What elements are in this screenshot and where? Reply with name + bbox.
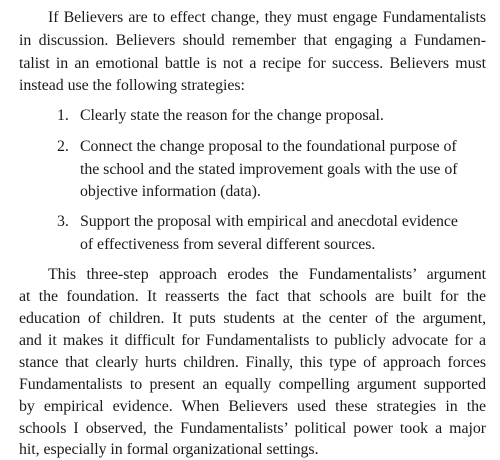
strategy-item-3 — [57, 212, 486, 232]
strategy-text: of effectiveness from several different sources. — [80, 236, 376, 253]
paragraph-2-line: education of children. It puts students at the center of the argument, — [19, 310, 486, 327]
paragraph-1-line: instead use the following strategies: — [19, 77, 245, 94]
strategy-text: objective information (data). — [80, 183, 261, 200]
strategy-text: Support the proposal with empirical and anecdotal evidence — [80, 213, 458, 230]
paragraph-2-line: and it makes it difficult for Fundamentalists to publicly advocate for a — [19, 332, 486, 349]
strategy-item-1 — [57, 106, 486, 126]
paragraph-2-line: hit, especially in formal organizational settings. — [19, 441, 319, 458]
paragraph-2-line: This three-step approach erodes the Fundamentalists’ argument — [48, 266, 486, 283]
paragraph-1-line: talist in an emotional battle is not a recipe for success. Believers must — [19, 55, 486, 72]
strategy-item-2 — [57, 137, 486, 157]
strategy-text: Connect the change proposal to the foundational purpose of — [80, 138, 457, 155]
paragraph-2-line: at the foundation. It reasserts the fact that schools are built for the — [19, 288, 486, 305]
strategy-number: 2. — [57, 138, 69, 155]
paragraph-2-line: Fundamentalists to present an equally compelling argument supported — [19, 376, 486, 393]
paragraph-1-line: in discussion. Believers should remember that engaging a Fundamen- — [19, 32, 486, 49]
paragraph-1-line: If Believers are to effect change, they must engage Fundamentalists — [48, 9, 486, 26]
strategy-number: 3. — [57, 213, 69, 230]
strategy-number: 1. — [57, 107, 69, 124]
strategy-text: Clearly state the reason for the change proposal. — [80, 107, 384, 124]
strategy-text: the school and the stated improvement goals with the use of — [80, 161, 458, 178]
paragraph-2-line: by empirical evidence. When Believers used these strategies in the — [19, 398, 486, 415]
paragraph-2-line: schools I observed, the Fundamentalists’ political power took a major — [19, 420, 486, 437]
paragraph-2-line: stance that clearly hurts children. Finally, this type of approach forces — [19, 354, 486, 371]
